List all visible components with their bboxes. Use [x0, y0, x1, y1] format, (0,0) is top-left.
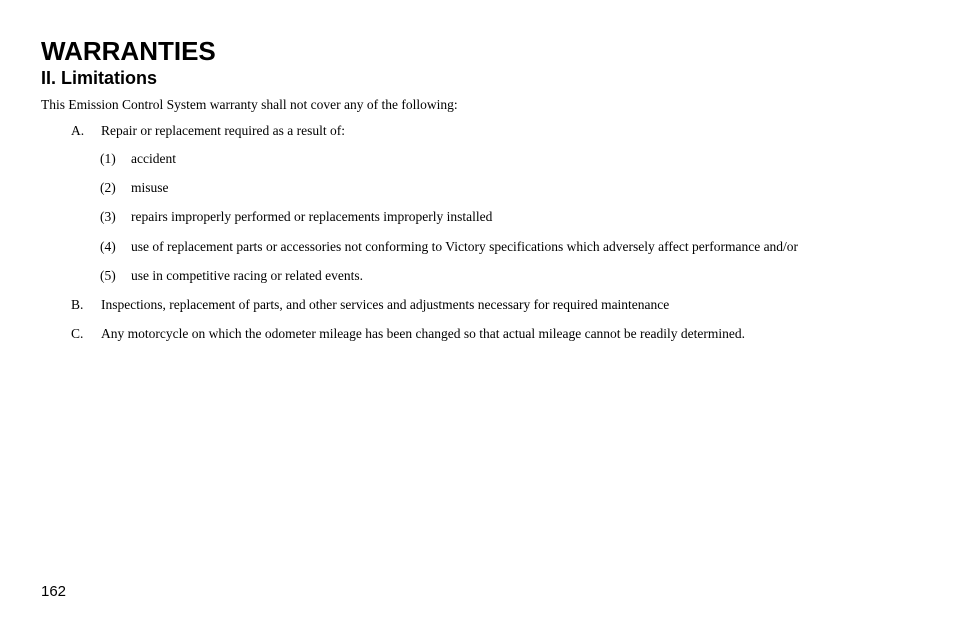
page-title: WARRANTIES — [41, 36, 216, 66]
list-item-text: use of replacement parts or accessories not conforming to Victory specifications which adversely affect performance and/or — [131, 239, 799, 254]
list-marker: (3) — [100, 209, 116, 224]
list-item-text: repairs improperly performed or replacements improperly installed — [131, 209, 493, 224]
list-item-text: Repair or replacement required as a result of: — [101, 123, 346, 138]
list-marker: C. — [71, 326, 84, 341]
list-marker: (4) — [100, 239, 116, 254]
list-item-text: accident — [131, 151, 176, 166]
list-marker: A. — [71, 123, 85, 138]
page-number: 162 — [41, 583, 67, 600]
list-marker: (2) — [100, 180, 116, 195]
list-item-text: Any motorcycle on which the odometer mileage has been changed so that actual mileage cannot be readily determined. — [101, 326, 746, 341]
list-item-text: use in competitive racing or related events. — [131, 268, 364, 283]
intro-paragraph: This Emission Control System warranty shall not cover any of the following: — [41, 97, 458, 112]
list-item-text: Inspections, replacement of parts, and other services and adjustments necessary for required maintenance — [101, 297, 670, 312]
section-title: II. Limitations — [41, 68, 158, 88]
list-marker: (1) — [100, 151, 116, 166]
list-item-text: misuse — [131, 180, 169, 195]
list-marker: (5) — [100, 268, 116, 283]
list-marker: B. — [71, 297, 84, 312]
